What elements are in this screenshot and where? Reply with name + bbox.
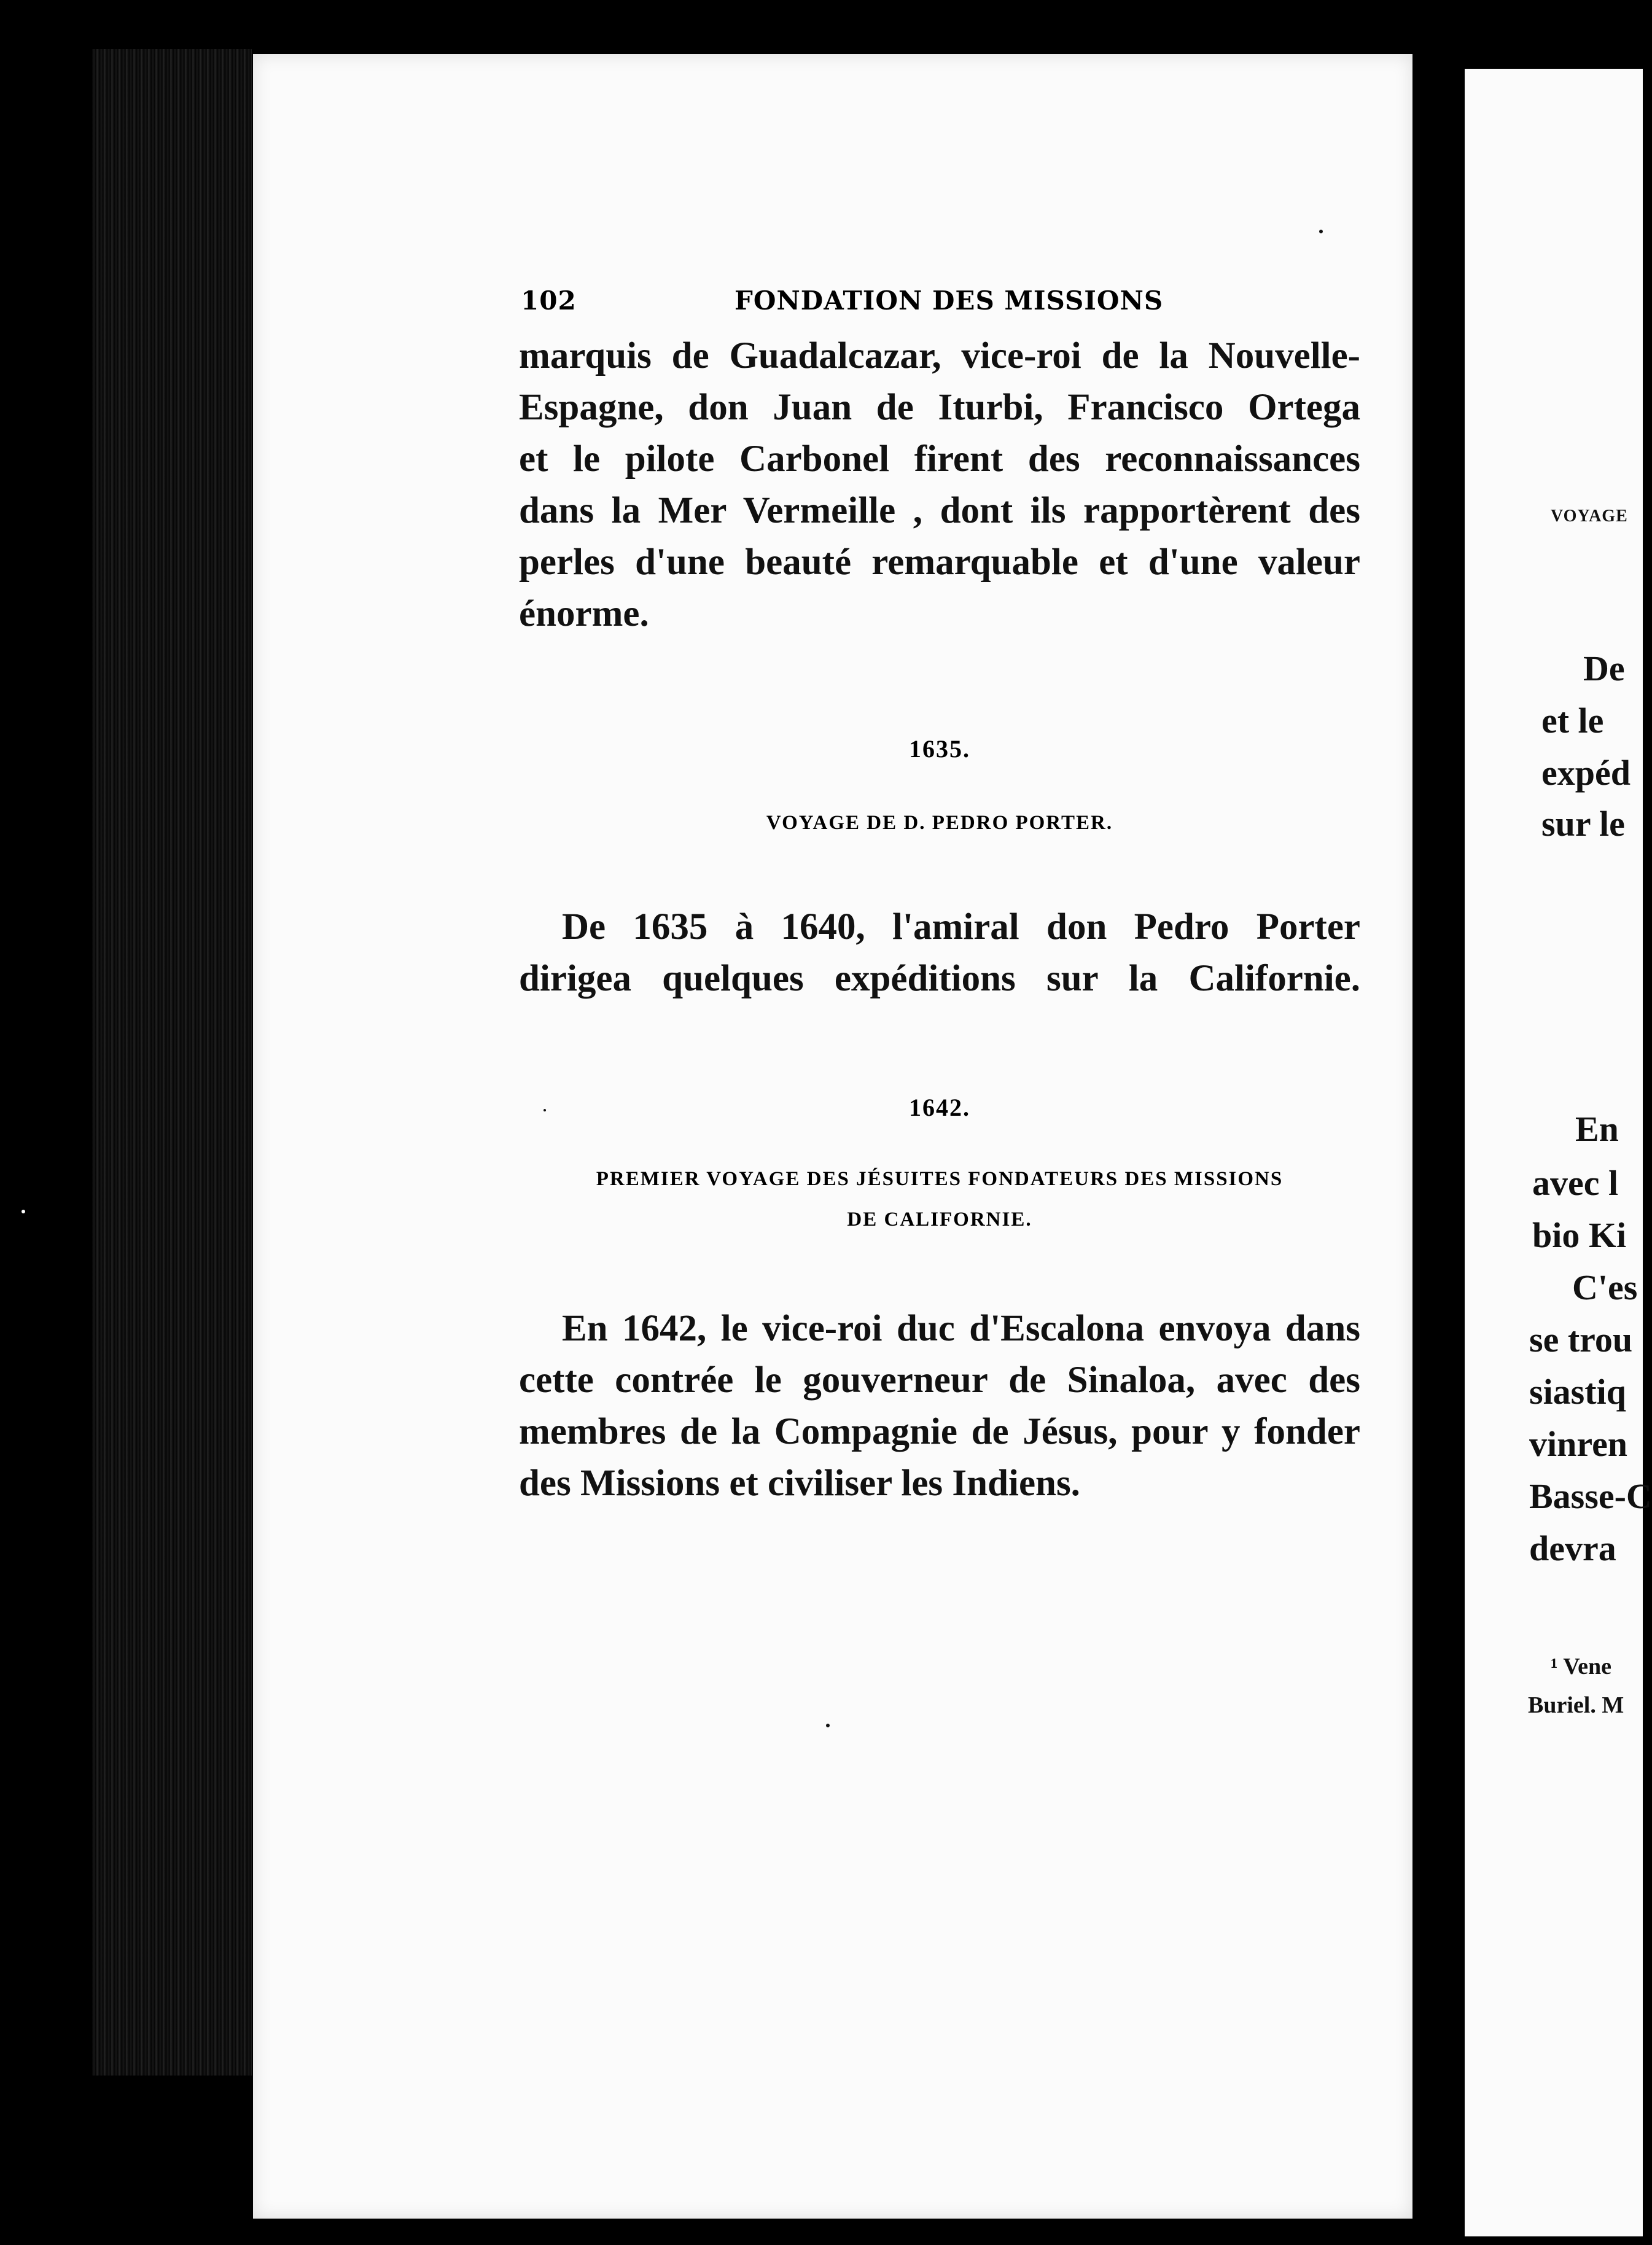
heading-line: DE CALIFORNIE. (847, 1208, 1032, 1231)
right-page (1465, 69, 1643, 2236)
text-line: cette contrée le gouverneur de Sinaloa, avec des (519, 1360, 1360, 1401)
text-line: marquis de Guadalcazar, vice-roi de la Nouvelle- (519, 335, 1360, 376)
heading-line: PREMIER VOYAGE DES JÉSUITES FONDATEURS DES MISSIONS (596, 1168, 1284, 1190)
text-line: énorme. (519, 593, 649, 634)
page-number: 102 (521, 286, 577, 316)
text-line: des Missions et civiliser les Indiens. (519, 1463, 1080, 1504)
right-footnote-fragment: ¹ Vene (1551, 1654, 1612, 1679)
dust-speck (1319, 230, 1323, 233)
right-text-fragment: bio Ki (1532, 1215, 1627, 1255)
right-text-fragment: C'es (1572, 1267, 1638, 1307)
right-text-fragment: sur le (1541, 804, 1625, 844)
right-text-fragment: Basse-C (1529, 1476, 1652, 1516)
right-footnote-fragment: Buriel. M (1528, 1692, 1624, 1718)
right-text-fragment: devra (1529, 1528, 1616, 1568)
paragraph-continuation (519, 330, 1360, 640)
text-line: et le pilote Carbonel firent des reconnaissances (519, 438, 1360, 480)
dust-speck (21, 1210, 25, 1213)
section-title-1635: VOYAGE DE D. PEDRO PORTER. (766, 812, 1113, 834)
page-header (521, 286, 1350, 322)
right-header-fragment: VOYAGE (1551, 507, 1628, 526)
section-title-1642 (519, 1159, 1360, 1240)
right-text-fragment: En (1575, 1109, 1619, 1149)
paragraph-1642 (519, 1303, 1360, 1509)
right-text-fragment: se trou (1529, 1320, 1633, 1360)
right-text-fragment: vinren (1529, 1424, 1628, 1464)
section-year-1635: 1635. (909, 735, 970, 763)
dust-speck (826, 1724, 830, 1727)
right-text-fragment: siastiq (1529, 1372, 1626, 1412)
right-text-fragment: De (1583, 648, 1625, 688)
text-line: dans la Mer Vermeille , dont ils rapportèrent des (519, 490, 1360, 531)
section-year-1642: 1642. (909, 1094, 970, 1121)
right-text-fragment: et le (1541, 701, 1604, 741)
paragraph-1635 (519, 901, 1360, 1005)
page-gutter (1412, 54, 1465, 2219)
text-line: De 1635 à 1640, l'amiral don Pedro Porter (562, 906, 1360, 947)
text-line: membres de la Compagnie de Jésus, pour y fonder (519, 1411, 1360, 1452)
text-line: Espagne, don Juan de Iturbi, Francisco Ortega (519, 387, 1360, 428)
running-title: FONDATION DES MISSIONS (734, 286, 1164, 316)
scan-edge (92, 49, 252, 2076)
right-text-fragment: avec l (1532, 1163, 1619, 1203)
text-line: dirigea quelques expéditions sur la Californie. (519, 958, 1360, 999)
text-line: En 1642, le vice-roi duc d'Escalona envoya dans (562, 1308, 1360, 1349)
right-text-fragment: expéd (1541, 753, 1631, 793)
text-line: perles d'une beauté remarquable et d'une valeur (519, 542, 1360, 583)
